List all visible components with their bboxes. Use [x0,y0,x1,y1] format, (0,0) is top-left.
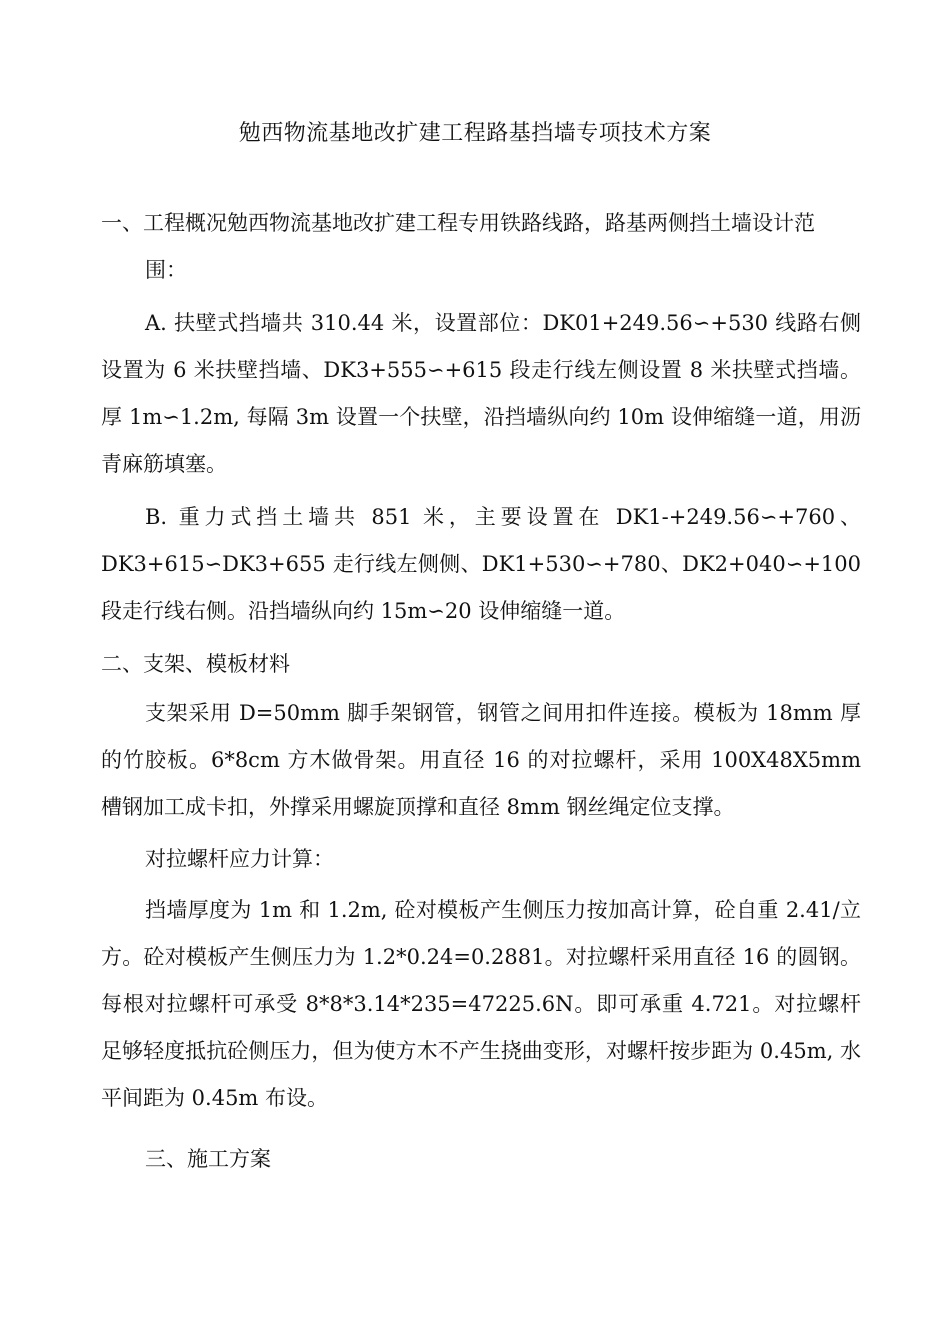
section-1-line-1: 一、工程概况勉西物流基地改扩建工程专用铁路线路，路基两侧挡土墙设计范 [101,211,815,235]
paragraph-a: A. 扶壁式挡墙共 310.44 米，设置部位：DK01+249.56∽+530 线路右侧设置为 6 米扶壁挡墙、DK3+555∽+615 段走行线左侧设置 8 米扶壁式挡墙。厚 1m∽1.2m, 每隔 3m 设置一个扶壁，沿挡墙纵向约 10m 设伸缩缝一道，用沥青麻筋填塞。 [101,311,861,476]
paragraph-b: B. 重力式挡土墙共 851 米，主要设置在 DK1-+249.56∽+760、DK3+615∽DK3+655 走行线左侧侧、DK1+530∽+780、DK2+040∽+100 段走行线右侧。沿挡墙纵向约 15m∽20 设伸缩缝一道。 [101,505,861,623]
section-2-heading: 二、支架、模板材料 [101,652,290,676]
section-3-heading: 三、施工方案 [145,1147,271,1171]
paragraph-calc: 挡墙厚度为 1m 和 1.2m, 砼对模板产生侧压力按加高计算，砼自重 2.41/立方。砼对模板产生侧压力为 1.2*0.24=0.2881。对拉螺杆采用直径 16 的圆钢。每根对拉螺杆可承受 8*8*3.14*235=47225.6N。即可承重 4.721。对拉螺杆足够轻度抵抗砼侧压力，但为使方木不产生挠曲变形，对螺杆按步距为 0.45m, 水平间距为 0.45m 布设。 [101,898,861,1110]
calc-heading: 对拉螺杆应力计算： [145,847,334,871]
section-1-line-2: 围： [145,258,187,282]
paragraph-support: 支架采用 D=50mm 脚手架钢管，钢管之间用扣件连接。模板为 18mm 厚的竹胶板。6*8cm 方木做骨架。用直径 16 的对拉螺杆，采用 100X48X5mm 槽钢加工成卡扣，外撑采用螺旋顶撑和直径 8mm 钢丝绳定位支撑。 [101,701,861,819]
section-1-heading [101,200,861,294]
document-title: 勉西物流基地改扩建工程路基挡墙专项技术方案 [238,121,712,146]
